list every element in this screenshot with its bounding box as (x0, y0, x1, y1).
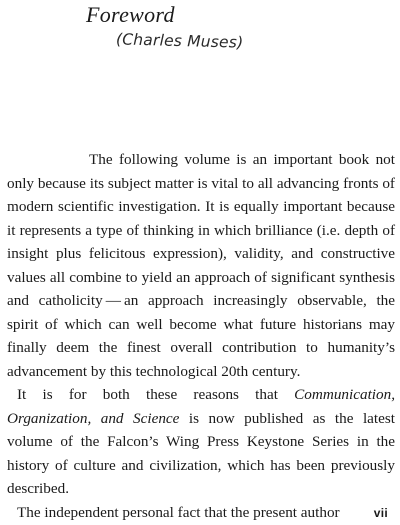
page-number: vii (373, 506, 388, 520)
page-title: Foreword (86, 2, 175, 27)
paragraph-1: The following volume is an important book not only because its subject matter is vital to all advancing fronts of modern scientific investigation. It is equally important because it represents a type of thinking in which brilliance (i.e. depth of insight plus felicitous expression), validity, and constructive values all combine to yield an approach of significant synthesis and catholicity — an approach increasingly observable, the spirit of which can well become what future historians may finally deem the finest overall contribution to humanity’s advancement by this technological 20th century. (7, 151, 395, 380)
paragraph-2-text-start: It is for both these reasons that (17, 386, 295, 403)
handwritten-author-note: (Charles Muses) (115, 30, 244, 52)
paragraph-2 (7, 383, 395, 501)
paragraph-2-text-end: is now published as the latest volume of the Falcon’s Wing Press Keystone Series in the history of culture and civilization, which has been previously described. (7, 409, 395, 497)
body-text (7, 148, 395, 524)
book-title-italic: Communication, Organization, and Science (7, 386, 395, 427)
paragraph-3: The independent personal fact that the present author (17, 503, 340, 521)
